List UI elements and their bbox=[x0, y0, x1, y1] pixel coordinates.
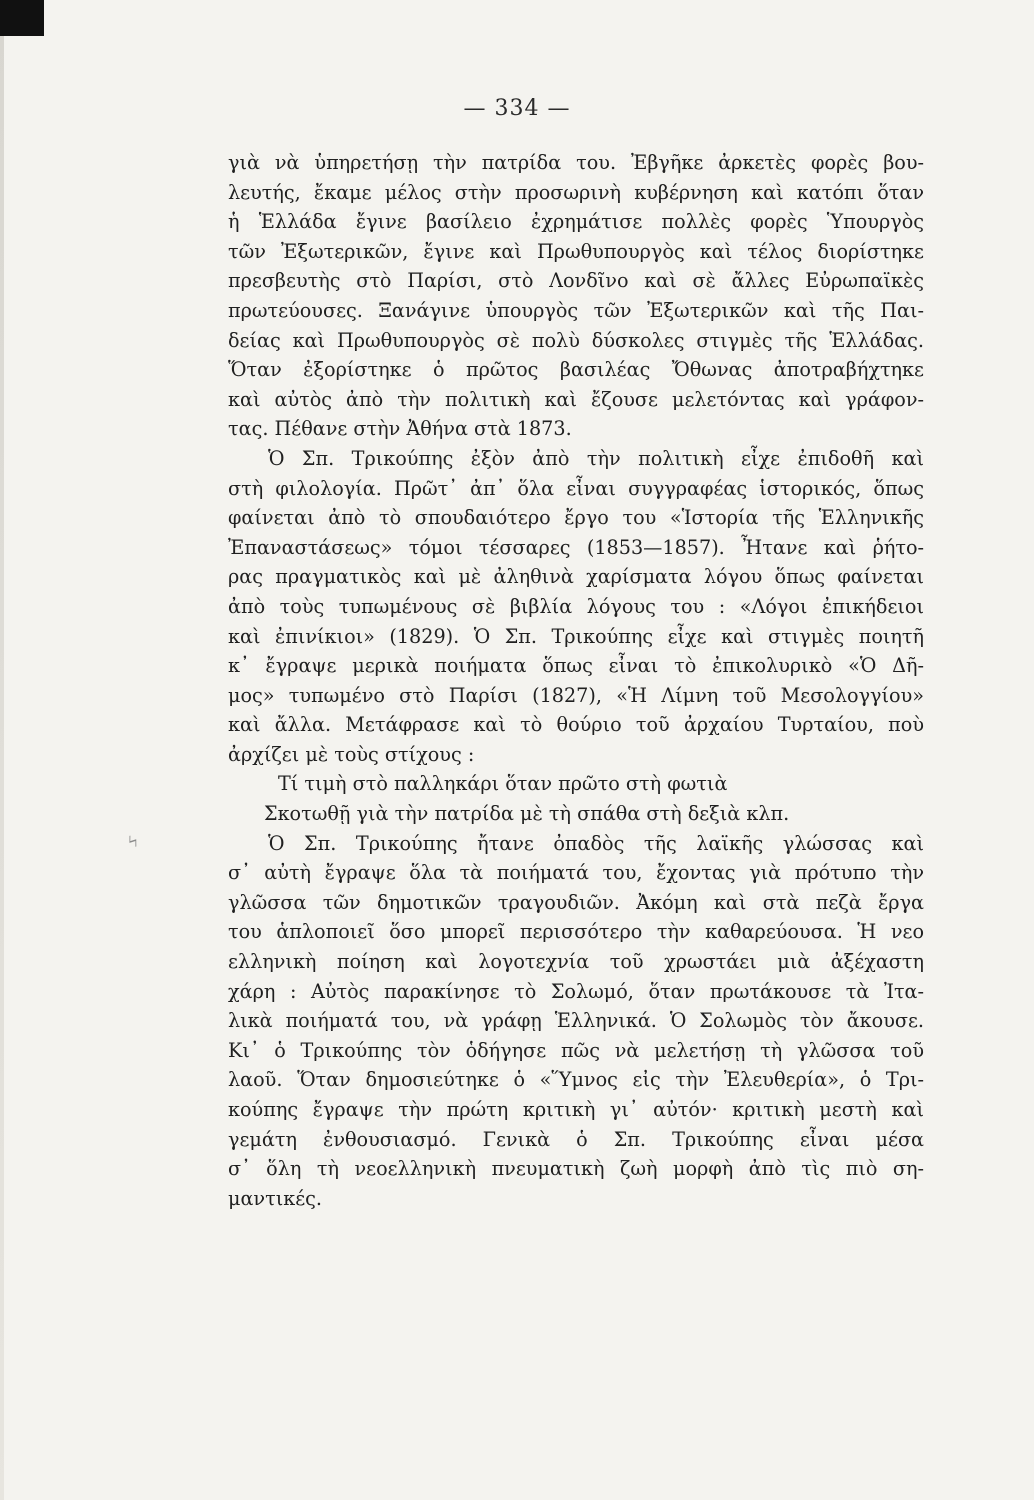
text-line: καὶ ἄλλα. Μετάφρασε καὶ τὸ θούριο τοῦ ἀρχαίου Τυρταίου, ποὺ bbox=[228, 713, 924, 737]
text-line: Ὅταν ἐξορίστηκε ὁ πρῶτος βασιλέας Ὄθωνας ἀποτραβήχτηκε bbox=[228, 358, 924, 382]
text-line: Ἐπαναστάσεως» τόμοι τέσσαρες (1853—1857). Ἦτανε καὶ ῥήτο- bbox=[228, 535, 924, 559]
text-line: μαντικές. bbox=[228, 1186, 323, 1210]
text-line: του ἁπλοποιεῖ ὅσο μπορεῖ περισσότερο τὴν καθαρεύουσα. Ἡ νεο bbox=[228, 920, 924, 944]
text-line: γιὰ νὰ ὑπηρετήσῃ τὴν πατρίδα του. Ἐβγῆκε ἀρκετὲς φορὲς βου- bbox=[228, 151, 924, 174]
text-line: ἡ Ἑλλάδα ἔγινε βασίλειο ἐχρημάτισε πολλὲς φορὲς Ὑπουργὸς bbox=[228, 210, 924, 234]
poem-line: Τί τιμὴ στὸ παλληκάρι ὅταν πρῶτο στὴ φωτιὰ bbox=[278, 772, 728, 796]
text-line: καὶ ἐπινίκιοι» (1829). Ὁ Σπ. Τρικούπης εἶχε καὶ στιγμὲς ποιητῆ bbox=[228, 624, 924, 648]
text-line: κούπης ἔγραψε τὴν πρώτη κριτικὴ γι᾽ αὐτόν· κριτικὴ μεστὴ καὶ bbox=[228, 1098, 924, 1121]
text-line: γεμάτη ἐνθουσιασμό. Γενικὰ ὁ Σπ. Τρικούπης εἶναι μέσα bbox=[228, 1127, 924, 1151]
paragraph-start-line: Ὁ Σπ. Τρικούπης ἤτανε ὀπαδὸς τῆς λαϊκῆς γλώσσας καὶ bbox=[268, 831, 924, 855]
text-line: φαίνεται ἀπὸ τὸ σπουδαιότερο ἔργο του «Ἱστορία τῆς Ἑλληνικῆς bbox=[228, 506, 924, 530]
text-line: σ᾽ ὅλη τὴ νεοελληνικὴ πνευματικὴ ζωὴ μορφὴ ἀπὸ τὶς πιὸ ση- bbox=[228, 1157, 924, 1181]
text-line: χάρη : Αὐτὸς παρακίνησε τὸ Σολωμό, ὅταν πρωτάκουσε τὰ Ἰτα- bbox=[228, 979, 924, 1003]
text-line: ἀρχίζει μὲ τοὺς στίχους : bbox=[228, 742, 475, 766]
poem-line: Σκοτωθῇ γιὰ τὴν πατρίδα μὲ τὴ σπάθα στὴ δεξιὰ κλπ. bbox=[264, 802, 790, 826]
text-line: Κι᾽ ὁ Τρικούπης τὸν ὁδήγησε πῶς νὰ μελετήσῃ τὴ γλῶσσα τοῦ bbox=[228, 1038, 924, 1062]
text-line: τας. Πέθανε στὴν Ἀθήνα στὰ 1873. bbox=[228, 417, 572, 441]
text-line: ἀπὸ τοὺς τυπωμένους σὲ βιβλία λόγους του : «Λόγοι ἐπικήδειοι bbox=[228, 594, 924, 618]
page-number: — 334 — bbox=[463, 96, 571, 121]
scan-corner-mark bbox=[0, 0, 44, 36]
text-line: τῶν Ἐξωτερικῶν, ἔγινε καὶ Πρωθυπουργὸς καὶ τέλος διορίστηκε bbox=[228, 239, 924, 263]
text-line: λαοῦ. Ὅταν δημοσιεύτηκε ὁ «Ὕμνος εἰς τὴν Ἐλευθερία», ὁ Τρι- bbox=[228, 1068, 924, 1092]
text-line: δείας καὶ Πρωθυπουργὸς σὲ πολὺ δύσκολες στιγμὲς τῆς Ἑλλάδας. bbox=[228, 328, 924, 352]
body-text bbox=[228, 148, 924, 1213]
text-line: σ᾽ αὐτὴ ἔγραψε ὅλα τὰ ποιήματά του, ἔχοντας γιὰ πρότυπο τὴν bbox=[228, 861, 924, 885]
text-line: ρας πραγματικὸς καὶ μὲ ἀληθινὰ χαρίσματα λόγου ὅπως φαίνεται bbox=[228, 565, 924, 589]
text-line: πρεσβευτὴς στὸ Παρίσι, στὸ Λονδῖνο καὶ σὲ ἄλλες Εὐρωπαϊκὲς bbox=[228, 269, 924, 293]
page-edge-shadow bbox=[0, 0, 4, 1500]
text-line: στὴ φιλολογία. Πρῶτ᾽ ἀπ᾽ ὅλα εἶναι συγγραφέας ἱστορικός, ὅπως bbox=[228, 476, 924, 500]
text-line: πρωτεύουσες. Ξανάγινε ὑπουργὸς τῶν Ἐξωτερικῶν καὶ τῆς Παι- bbox=[228, 298, 924, 322]
text-line: ελληνικὴ ποίηση καὶ λογοτεχνία τοῦ χρωστάει μιὰ ἀξέχαστη bbox=[228, 950, 924, 974]
text-line: γλῶσσα τῶν δημοτικῶν τραγουδιῶν. Ἀκόμη καὶ στὰ πεζὰ ἔργα bbox=[228, 890, 924, 914]
text-line: κ᾽ ἔγραψε μερικὰ ποιήματα ὅπως εἶναι τὸ ἐπικολυρικὸ «Ὁ Δῆ- bbox=[228, 654, 924, 678]
text-line: μος» τυπωμένο στὸ Παρίσι (1827), «Ἡ Λίμνη τοῦ Μεσολογγίου» bbox=[228, 683, 924, 707]
paragraph-start-line: Ὁ Σπ. Τρικούπης ἐξὸν ἀπὸ τὴν πολιτικὴ εἶχε ἐπιδοθῆ καὶ bbox=[268, 446, 924, 470]
text-line: λικὰ ποιήματά του, νὰ γράφῃ Ἑλληνικά. Ὁ Σολωμὸς τὸν ἄκουσε. bbox=[228, 1009, 924, 1033]
text-line: λευτής, ἔκαμε μέλος στὴν προσωρινὴ κυβέρνηση καὶ κατόπι ὅταν bbox=[228, 180, 924, 204]
margin-mark: ϟ bbox=[125, 831, 141, 853]
text-line: καὶ αὐτὸς ἀπὸ τὴν πολιτικὴ καὶ ἔζουσε μελετόντας καὶ γράφον- bbox=[228, 387, 924, 411]
